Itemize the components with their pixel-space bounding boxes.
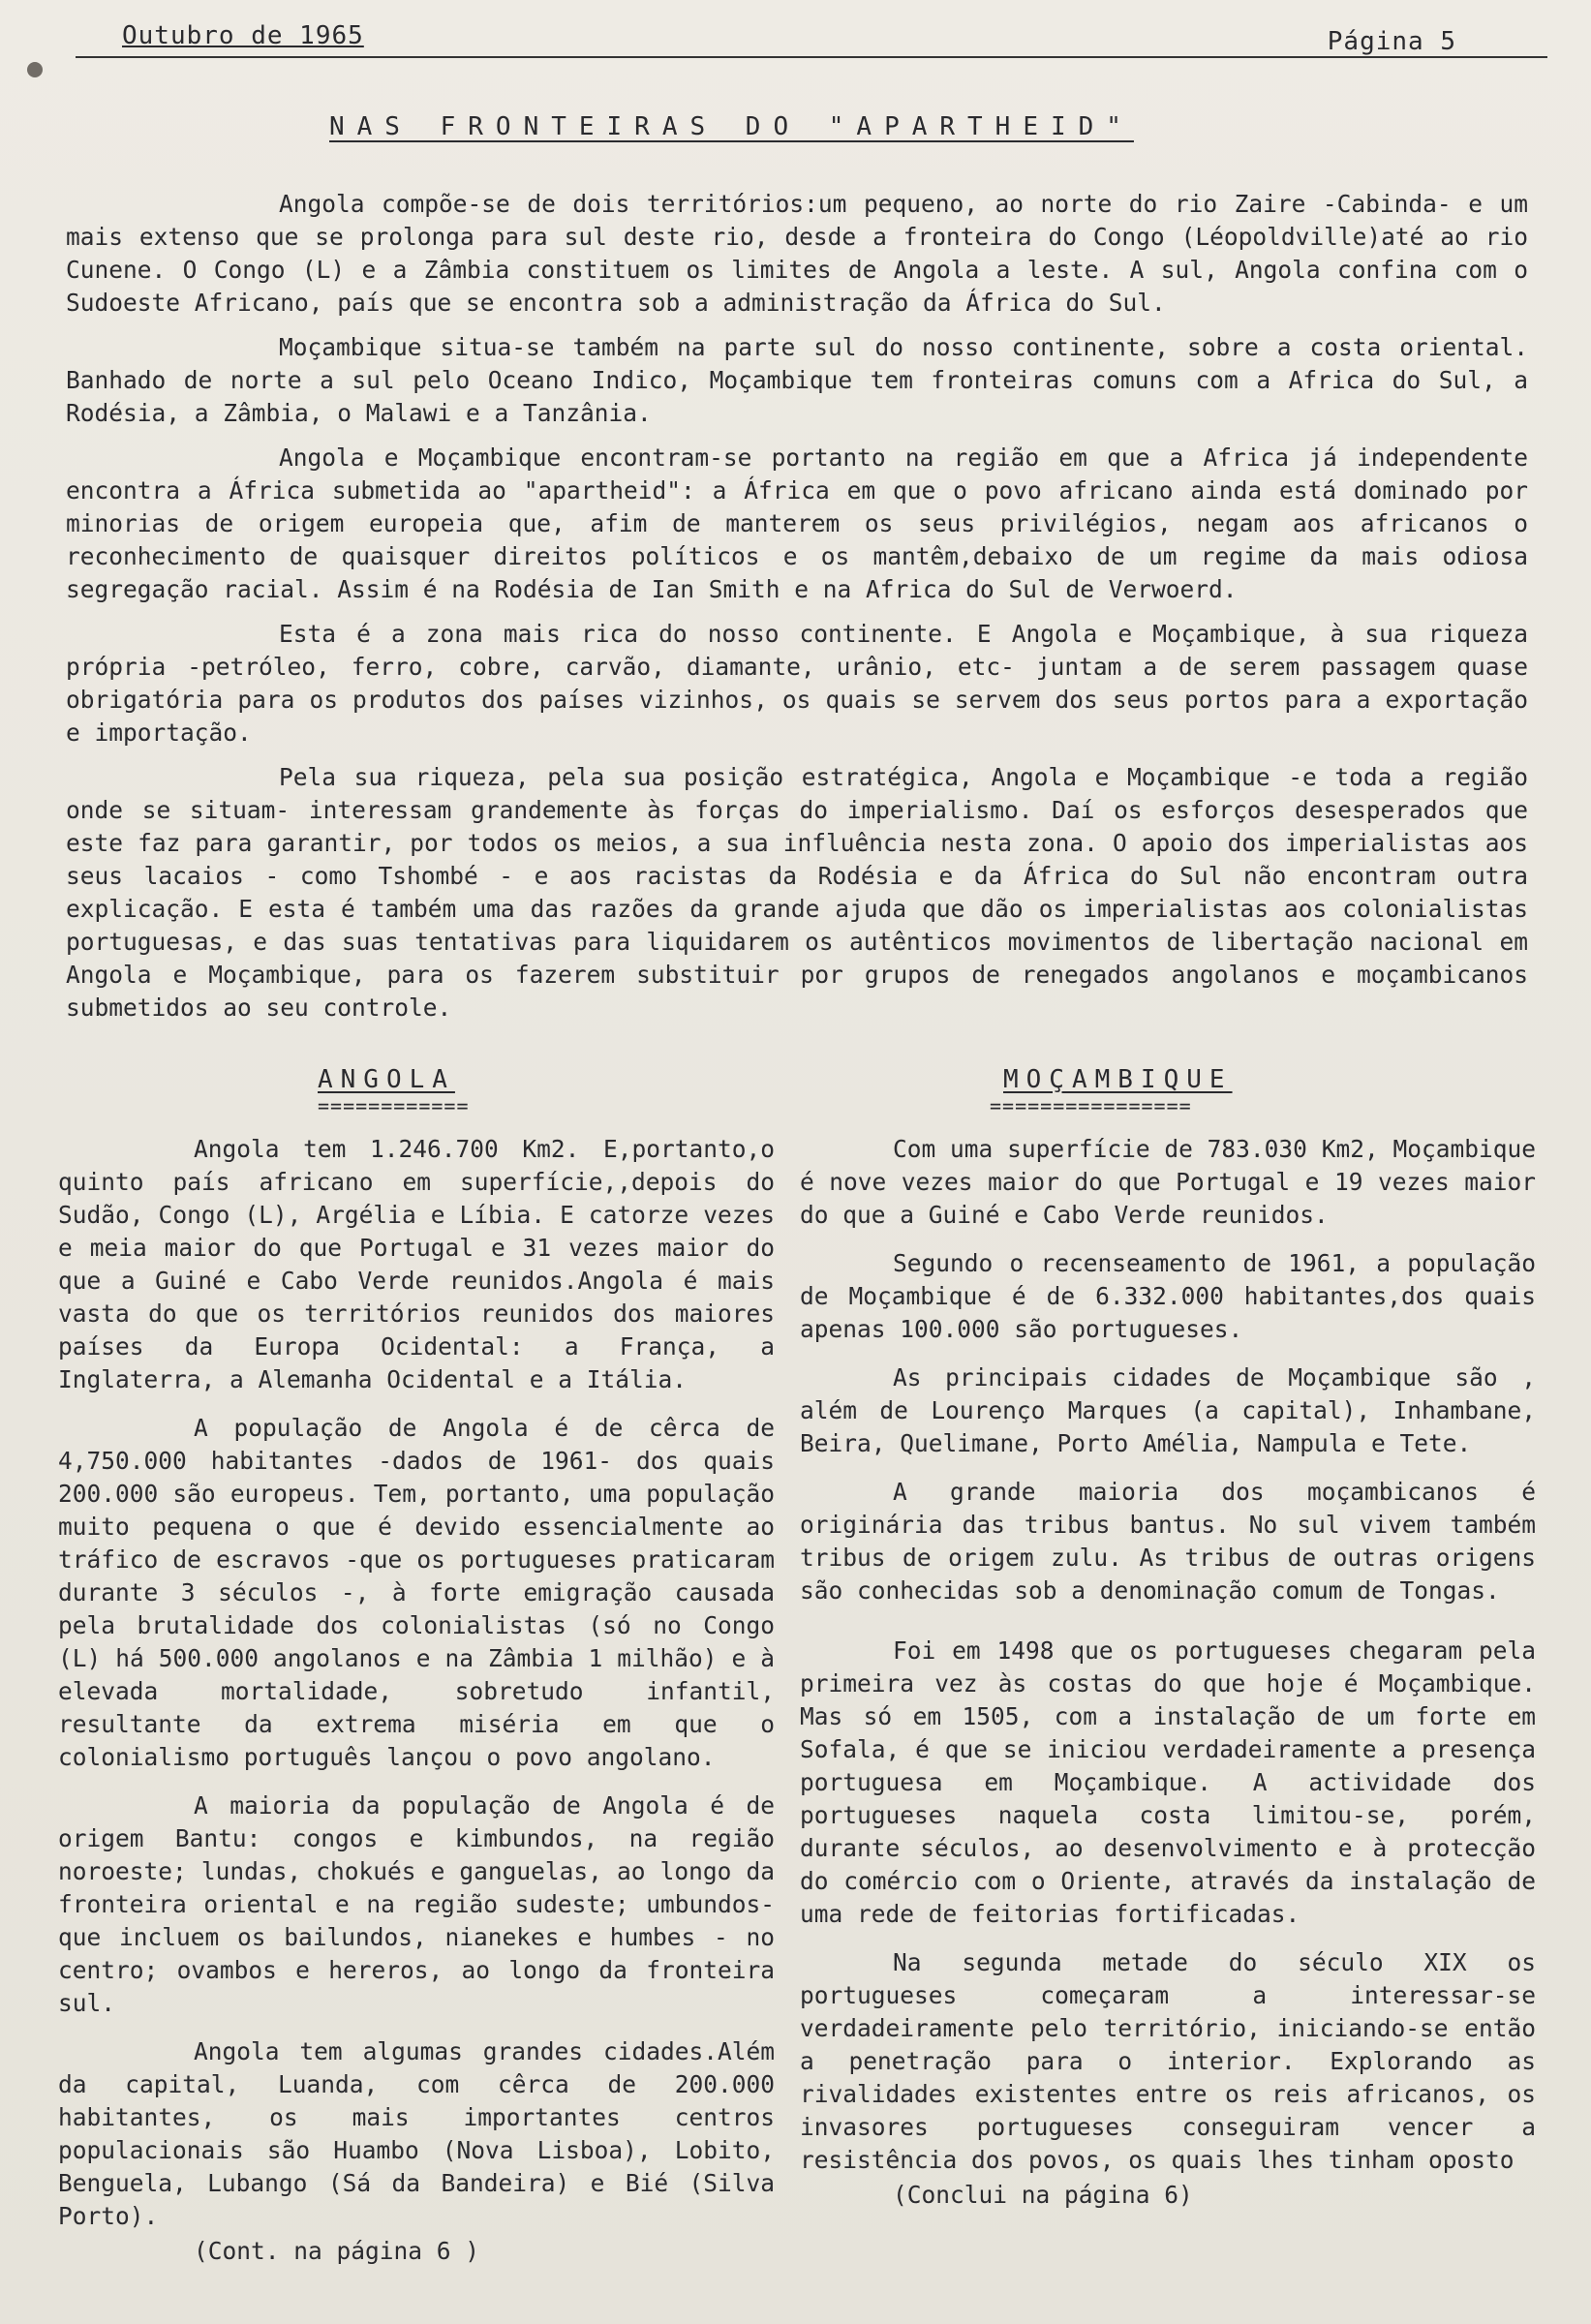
- angola-paragraph: Angola tem algumas grandes cidades.Além da capital, Luanda, com cêrca de 200.000 habitantes, os mais importantes centros populacionais são Huambo (Nova Lisboa), Lobito, Benguela, Lubango (Sá da Bandeira) e Bié (Silva Porto).: [58, 2037, 775, 2230]
- mocambique-paragraph: As principais cidades de Moçambique são , além de Lourenço Marques (a capital), Inhambane, Beira, Quelimane, Porto Amélia, Nampula e Tete.: [800, 1363, 1536, 1457]
- mocambique-paragraph: A grande maioria dos moçambicanos é originária das tribus bantus. No sul vivem também tribus de origem zulu. As tribus de outras origens são conhecidas sob a denominação comum de Tongas.: [800, 1478, 1536, 1605]
- article-title: NAS FRONTEIRAS DO "APARTHEID": [329, 112, 1134, 141]
- header-divider: [76, 56, 1547, 58]
- angola-paragraph: Angola tem 1.246.700 Km2. E,portanto,o quinto país africano em superfície,,depois do Sudão, Congo (L), Argélia e Líbia. E catorze vezes e meia maior do que Portugal e 31 vezes maior do que a Guiné e Cabo Verde reunidos.Angola é mais vasta do que os territórios reunidos dos maiores países da Europa Ocidental: a França, a Inglaterra, a Alemanha Ocidental e a Itália.: [58, 1135, 775, 1393]
- page-header: [76, 17, 1547, 60]
- angola-heading: ANGOLA: [318, 1065, 455, 1094]
- intro-paragraph: Moçambique situa-se também na parte sul do nosso continente, sobre a costa oriental. Banhado de norte a sul pelo Oceano Indico, Moçambique tem fronteiras comuns com a Africa do Sul, a Rodésia, a Zâmbia, o Malawi e a Tanzânia.: [66, 333, 1528, 427]
- mocambique-continuation-note: (Conclui na página 6): [893, 2181, 1193, 2209]
- mocambique-heading-rule: ================: [990, 1098, 1192, 1114]
- mocambique-paragraph: Com uma superfície de 783.030 Km2, Moçambique é nove vezes maior do que Portugal e 19 vezes maior do que a Guiné e Cabo Verde reunidos.: [800, 1135, 1536, 1229]
- intro-paragraph: Esta é a zona mais rica do nosso continente. E Angola e Moçambique, à sua riqueza própria -petróleo, ferro, cobre, carvão, diamante, urânio, etc- juntam a de serem passagem quase obrigatória para os produtos dos países vizinhos, os quais se servem dos seus portos para a exportação e importação.: [66, 620, 1528, 747]
- angola-heading-rule: ============: [318, 1098, 470, 1114]
- mocambique-heading: MOÇAMBIQUE: [1003, 1065, 1233, 1094]
- angola-column: [58, 1063, 775, 2283]
- angola-paragraph: A população de Angola é de cêrca de 4,750.000 habitantes -dados de 1961- dos quais 200.000 são europeus. Tem, portanto, uma população muito pequena o que é devido essencialmente ao tráfico de escravos -que os portugueses praticaram durante 3 séculos -, à forte emigração causada pela brutalidade dos colonialistas (só no Congo (L) há 500.000 angolanos e na Zâmbia 1 milhão) e à elevada mortalidade, sobretudo infantil, resultante da extrema miséria em que o colonialismo português lançou o povo angolano.: [58, 1414, 775, 1771]
- mocambique-paragraph: Foi em 1498 que os portugueses chegaram pela primeira vez às costas do que hoje é Moçambique. Mas só em 1505, com a instalação de um forte em Sofala, é que se iniciou verdadeiramente a presença portuguesa em Moçambique. A actividade dos portugueses naquela costa limitou-se, porém, durante séculos, ao desenvolvimento e à protecção do comércio com o Oriente, através da instalação de uma rede de feitorias fortificadas.: [800, 1636, 1536, 1928]
- header-page-number: Página 5: [1327, 27, 1456, 56]
- header-date: Outubro de 1965: [122, 21, 364, 50]
- mocambique-paragraph: Segundo o recenseamento de 1961, a população de Moçambique é de 6.332.000 habitantes,dos quais apenas 100.000 são portugueses.: [800, 1249, 1536, 1343]
- article-intro: [66, 188, 1528, 1036]
- mocambique-column: [800, 1063, 1536, 2227]
- intro-paragraph: Pela sua riqueza, pela sua posição estratégica, Angola e Moçambique -e toda a região onde se situam- interessam grandemente às forças do imperialismo. Daí os esforços desesperados que este faz para garantir, por todos os meios, a sua influência nesta zona. O apoio dos imperialistas aos seus lacaios - como Tshombé - e aos racistas da Rodésia e da África do Sul não encontram outra explicação. E esta é também uma das razões da grande ajuda que dão os imperialistas aos colonialistas portuguesas, e das suas tentativas para liquidarem os autênticos movimentos de libertação nacional em Angola e Moçambique, para os fazerem substituir por grupos de renegados angolanos e moçambicanos submetidos ao seu controle.: [66, 763, 1528, 1022]
- mocambique-paragraph: Na segunda metade do século XIX os portugueses começaram a interessar-se verdadeiramente pelo território, iniciando-se então a penetração para o interior. Explorando as rivalidades existentes entre os reis africanos, os invasores portugueses conseguiram vencer a resistência dos povos, os quais lhes tinham oposto: [800, 1948, 1536, 2174]
- intro-paragraph: Angola e Moçambique encontram-se portanto na região em que a Africa já independente encontra a África submetida ao "apartheid": a África em que o povo africano ainda está dominado por minorias de origem europeia que, afim de manterem os seus privilégios, negam aos africanos o reconhecimento de quaisquer direitos políticos e os mantêm,debaixo de um regime da mais odiosa segregação racial. Assim é na Rodésia de Ian Smith e na Africa do Sul de Verwoerd.: [66, 443, 1528, 603]
- angola-continuation-note: (Cont. na página 6 ): [194, 2237, 480, 2265]
- punch-hole-mark: [27, 62, 43, 77]
- angola-paragraph: A maioria da população de Angola é de origem Bantu: congos e kimbundos, na região noroeste; lundas, chokués e ganguelas, ao longo da fronteira oriental e na região sudeste; umbundos- que incluem os bailundos, nianekes e humbes - no centro; ovambos e hereros, ao longo da fronteira sul.: [58, 1791, 775, 2017]
- intro-paragraph: Angola compõe-se de dois territórios:um pequeno, ao norte do rio Zaire -Cabinda- e um mais extenso que se prolonga para sul deste rio, desde a fronteira do Congo (Léopoldville)até ao rio Cunene. O Congo (L) e a Zâmbia constituem os limites de Angola a leste. A sul, Angola confina com o Sudoeste Africano, país que se encontra sob a administração da África do Sul.: [66, 190, 1528, 317]
